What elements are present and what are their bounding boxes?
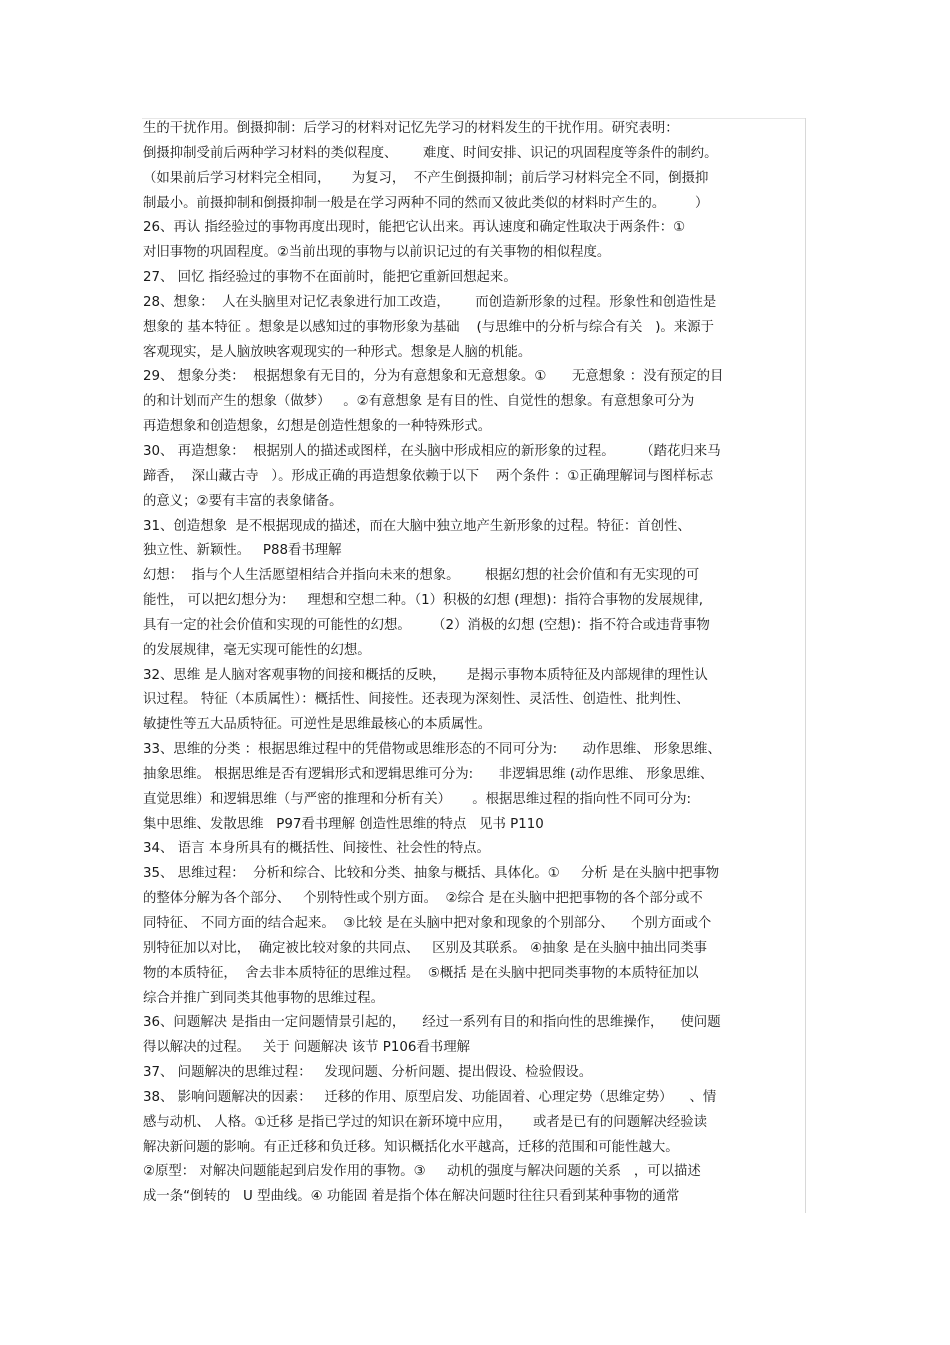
text-line: 得以解决的过程。 关于 问题解决 该节 P106看书理解 [143,1040,470,1056]
text-line: 想象的 基本特征 。想象是以感知过的事物形象为基础 (与思维中的分析与综合有关 )。来源于 [143,319,714,335]
text-line: 客观现实，是人脑放映客观现实的一种形式。想象是人脑的机能。 [143,344,532,360]
text-line: 31、创造想象 是不根据现成的描述，而在大脑中独立地产生新形象的过程。特征：首创性、 [143,518,691,534]
text-line: 36、问题解决 是指由一定问题情景引起的， 经过一系列有目的和指向性的思维操作， 使问题 [143,1015,721,1031]
text-line: 倒摄抑制受前后两种学习材料的类似程度、 难度、时间安排、识记的巩固程度等条件的制约。 [143,145,718,161]
text-line: 28、想象： 人在头脑里对记忆表象进行加工改造， 而创造新形象的过程。形象性和创造性是 [143,294,717,310]
text-line: 的发展规律，毫无实现可能性的幻想。 [143,642,371,658]
text-line: 35、 思维过程： 分析和综合、比较和分类、抽象与概括、具体化。① 分析 是在头脑中把事物 [143,866,720,882]
text-line: 34、 语言 本身所具有的概括性、间接性、社会性的特点。 [143,841,490,857]
text-line: 同特征、 不同方面的结合起来。 ③比较 是在头脑中把对象和现象的个别部分、 个别方面或个 [143,916,712,931]
text-line: 直觉思维）和逻辑思维（与严密的推理和分析有关） 。根据思维过程的指向性不同可分为: [143,791,692,807]
text-line: 具有一定的社会价值和实现的可能性的幻想。 （2）消极的幻想 (空想)：指不符合或违背事物 [143,617,710,633]
text-line: 的和计划而产生的想象（做梦） 。②有意想象 是有目的性、自觉性的想象。有意想象可分为 [143,394,695,410]
text-line: 蹄香， 深山藏古寺 ）。形成正确的再造想象依赖于以下 两个条件 ：①正确理解词与图样标志 [143,468,714,484]
text-line: 33、思维的分类 ：根据思维过程中的凭借物或思维形态的不同可分为: 动作思维、 形象思维、 [143,742,721,758]
text-line: 29、 想象分类： 根据想象有无目的，分为有意想象和无意想象。① 无意想象 ：没有预定的目 [143,369,724,385]
text-line: 幻想： 指与个人生活愿望相结合并指向未来的想象。 根据幻想的社会价值和有无实现的可 [143,568,700,584]
text-line: （如果前后学习材料完全相同， 为复习， 不产生倒摄抑制；前后学习材料完全不同，倒摄抑 [143,170,709,186]
text-line: 物的本质特征， 舍去非本质特征的思维过程。 ⑤概括 是在头脑中把同类事物的本质特征加以 [143,965,699,981]
document-body [143,117,805,1210]
text-line: 27、 回忆 指经验过的事物不在面前时，能把它重新回想起来。 [143,270,517,286]
page-frame-right [805,118,806,1213]
text-line: ②原型： 对解决问题能起到启发作用的事物。③ 动机的强度与解决问题的关系 ，可以描述 [143,1164,701,1180]
text-line: 独立性、新颖性。 P88看书理解 [143,543,342,559]
text-line: 26、再认 指经验过的事物再度出现时，能把它认出来。再认速度和确定性取决于两条件：① [143,220,686,236]
text-line: 30、 再造想象： 根据别人的描述或图样，在头脑中形成相应的新形象的过程。 （踏花归来马 [143,443,721,459]
text-line: 38、 影响问题解决的因素： 迁移的作用、原型启发、功能固着、心理定势（思维定势） 、情 [143,1089,717,1105]
text-line: 再造想象和创造想象，幻想是创造性想象的一种特殊形式。 [143,419,492,435]
text-line: 能性， 可以把幻想分为： 理想和空想二种。（1）积极的幻想 (理想)：指符合事物的发展规律, [143,593,704,609]
text-line: 集中思维、发散思维 P97看书理解 创造性思维的特点 见书 P110 [143,816,544,832]
text-line: 综合并推广到同类其他事物的思维过程。 [143,990,385,1006]
text-line: 别特征加以对比， 确定被比较对象的共同点、 区别及其联系。 ④抽象 是在头脑中抽出同类事 [143,940,708,956]
text-line: 制最小。前摄抑制和倒摄抑制一般是在学习两种不同的然而又彼此类似的材料时产生的。 ） [143,195,709,211]
text-line: 抽象思维。 根据思维是否有逻辑形式和逻辑思维可分为: 非逻辑思维 (动作思维、 形象思维、 [143,766,714,782]
text-line: 的整体分解为各个部分、 个别特性或个别方面。 ②综合 是在头脑中把把事物的各个部分或不 [143,891,703,907]
text-line: 生的干扰作用。倒摄抑制：后学习的材料对记忆先学习的材料发生的干扰作用。研究表明： [143,121,679,136]
text-line: 感与动机、 人格。①迁移 是指已学过的知识在新环境中应用， 或者是已有的问题解决经验读 [143,1114,708,1130]
text-line: 对旧事物的巩固程度。②当前出现的事物与以前识记过的有关事物的相似程度。 [143,245,611,261]
text-line: 敏捷性等五大品质特征。可逆性是思维最核心的本质属性。 [143,717,492,733]
text-line: 32、思维 是人脑对客观事物的间接和概括的反映， 是揭示事物本质特征及内部规律的理性认 [143,667,708,683]
text-line: 解决新问题的影响。有正迁移和负迁移。知识概括化水平越高，迁移的范围和可能性越大。 [143,1139,679,1155]
text-line: 37、 问题解决的思维过程： 发现问题、分析问题、提出假设、检验假设。 [143,1065,593,1081]
text-line: 的意义；②要有丰富的表象储备。 [143,493,343,509]
text-line: 成一条“倒转的 U 型曲线。④ 功能固 着是指个体在解决问题时往往只看到某种事物的通常 [143,1189,680,1205]
text-line: 识过程。 特征（本质属性）：概括性、间接性。还表现为深刻性、灵活性、创造性、批判性、 [143,692,690,708]
